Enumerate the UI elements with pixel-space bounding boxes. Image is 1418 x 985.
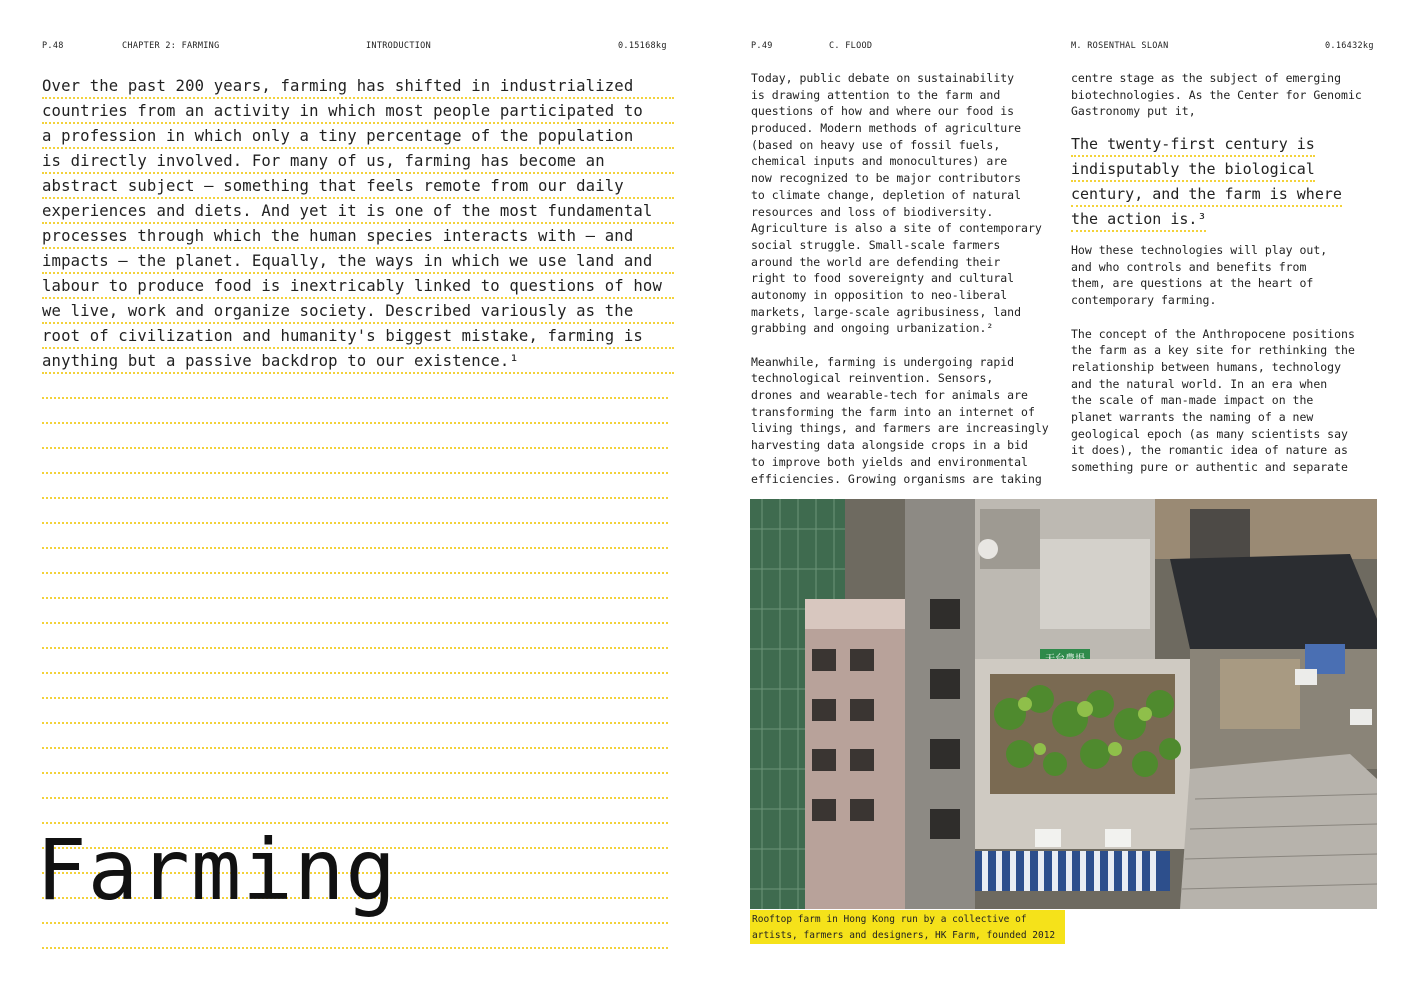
- body-line: Gastronomy put it,: [1071, 104, 1196, 119]
- body-line: How these technologies will play out,: [1071, 243, 1328, 258]
- intro-line: is directly involved. For many of us, farming has become an: [42, 149, 674, 174]
- body-line: the farm as a key site for rethinking the: [1071, 343, 1355, 358]
- dotted-rule: [42, 674, 668, 699]
- body-line: and the natural world. In an era when: [1071, 376, 1328, 391]
- author-label: C. FLOOD: [829, 41, 873, 51]
- body-line: questions of how and where our food is: [751, 104, 1015, 119]
- dotted-rule: [42, 474, 668, 499]
- page-number: P.48: [42, 41, 64, 51]
- body-line: is drawing attention to the farm and: [751, 87, 1001, 102]
- body-line: The concept of the Anthropocene positions: [1071, 326, 1355, 341]
- body-line: Today, public debate on sustainability: [751, 71, 1015, 85]
- body-line: to climate change, depletion of natural: [751, 187, 1022, 202]
- body-line: autonomy in opposition to neo-liberal: [751, 287, 1008, 302]
- dotted-rule: [42, 549, 668, 574]
- intro-line: abstract subject – something that feels remote from our daily: [42, 174, 674, 199]
- body-line: geological epoch (as many scientists say: [1071, 426, 1348, 441]
- body-line: it does), the romantic idea of nature as: [1071, 443, 1348, 458]
- rooftop-farm-photo: [750, 499, 1377, 909]
- dotted-rule: [42, 499, 668, 524]
- intro-paragraph: [42, 74, 674, 374]
- dotted-rule: [42, 774, 668, 799]
- body-line: around the world are defending their: [751, 254, 1001, 269]
- dotted-rule: [42, 374, 668, 399]
- caption-line: artists, farmers and designers, HK Farm, founded 2012: [752, 930, 1056, 941]
- body-line: technological reinvention. Sensors,: [751, 371, 994, 386]
- intro-line: Over the past 200 years, farming has shifted in industrialized: [42, 74, 674, 99]
- body-line: now recognized to be major contributors: [751, 171, 1022, 186]
- page-number: P.49: [751, 41, 773, 51]
- body-line: them, are questions at the heart of: [1071, 276, 1314, 291]
- right-page: [709, 0, 1418, 985]
- dotted-rule: [42, 924, 668, 949]
- dotted-rule: [42, 424, 668, 449]
- body-line: Agriculture is also a site of contemporary: [751, 221, 1042, 236]
- body-line: right to food sovereignty and cultural: [751, 271, 1015, 286]
- body-line: relationship between humans, technology: [1071, 359, 1342, 374]
- pull-quote: [1071, 132, 1381, 232]
- text-column-1: [751, 70, 1063, 487]
- dotted-rule: [42, 724, 668, 749]
- section-label: INTRODUCTION: [366, 41, 432, 51]
- body-line: contemporary farming.: [1071, 293, 1217, 308]
- intro-line: experiences and diets. And yet it is one of the most fundamental: [42, 199, 674, 224]
- body-line: harvesting data alongside crops in a bid: [751, 438, 1028, 453]
- quote-line: The twenty-first century is: [1071, 135, 1315, 157]
- dotted-rule: [42, 749, 668, 774]
- quote-line: indisputably the biological: [1071, 160, 1315, 182]
- body-line: the scale of man-made impact on the: [1071, 393, 1314, 408]
- dotted-rule: [42, 649, 668, 674]
- body-line: produced. Modern methods of agriculture: [751, 121, 1022, 136]
- photo-caption: [750, 910, 1065, 944]
- text-column-2: [1071, 70, 1381, 476]
- body-line: resources and loss of biodiversity.: [751, 204, 994, 219]
- intro-line: anything but a passive backdrop to our existence.¹: [42, 349, 674, 374]
- intro-line: countries from an activity in which most people participated to: [42, 99, 674, 124]
- quote-line: the action is.³: [1071, 210, 1206, 232]
- caption-line: Rooftop farm in Hong Kong run by a collective of: [752, 914, 1027, 925]
- chapter-title: Farming: [36, 821, 398, 919]
- body-line: social struggle. Small-scale farmers: [751, 237, 1001, 252]
- body-line: transforming the farm into an internet of: [751, 404, 1035, 419]
- intro-line: impacts – the planet. Equally, the ways in which we use land and: [42, 249, 674, 274]
- page-weight: 0.16432kg: [1325, 41, 1374, 51]
- author-label: M. ROSENTHAL SLOAN: [1071, 41, 1169, 51]
- dotted-rule: [42, 574, 668, 599]
- intro-line: labour to produce food is inextricably linked to questions of how: [42, 274, 674, 299]
- page-weight: 0.15168kg: [618, 41, 667, 51]
- body-line: chemical inputs and monocultures) are: [751, 154, 1008, 169]
- intro-line: we live, work and organize society. Described variously as the: [42, 299, 674, 324]
- body-line: Meanwhile, farming is undergoing rapid: [751, 354, 1015, 369]
- body-line: and who controls and benefits from: [1071, 259, 1307, 274]
- body-line: grabbing and ongoing urbanization.²: [751, 321, 994, 336]
- dotted-rule: [42, 399, 668, 424]
- quote-line: century, and the farm is where: [1071, 185, 1342, 207]
- body-line: planet warrants the naming of a new: [1071, 409, 1314, 424]
- body-line: efficiencies. Growing organisms are taking: [751, 471, 1042, 486]
- intro-line: root of civilization and humanity's biggest mistake, farming is: [42, 324, 674, 349]
- dotted-rule: [42, 449, 668, 474]
- body-line: markets, large-scale agribusiness, land: [751, 304, 1022, 319]
- dotted-rule: [42, 624, 668, 649]
- body-line: (based on heavy use of fossil fuels,: [751, 137, 1001, 152]
- dotted-rule: [42, 699, 668, 724]
- body-line: to improve both yields and environmental: [751, 454, 1028, 469]
- dotted-rule: [42, 524, 668, 549]
- chapter-label: CHAPTER 2: FARMING: [122, 41, 220, 51]
- body-line: living things, and farmers are increasingly: [751, 421, 1049, 436]
- intro-line: a profession in which only a tiny percentage of the population: [42, 124, 674, 149]
- body-line: biotechnologies. As the Center for Genomic: [1071, 87, 1362, 102]
- body-line: something pure or authentic and separate: [1071, 460, 1348, 474]
- dotted-rule: [42, 599, 668, 624]
- intro-line: processes through which the human species interacts with – and: [42, 224, 674, 249]
- body-line: drones and wearable-tech for animals are: [751, 388, 1028, 403]
- body-line: centre stage as the subject of emerging: [1071, 71, 1342, 85]
